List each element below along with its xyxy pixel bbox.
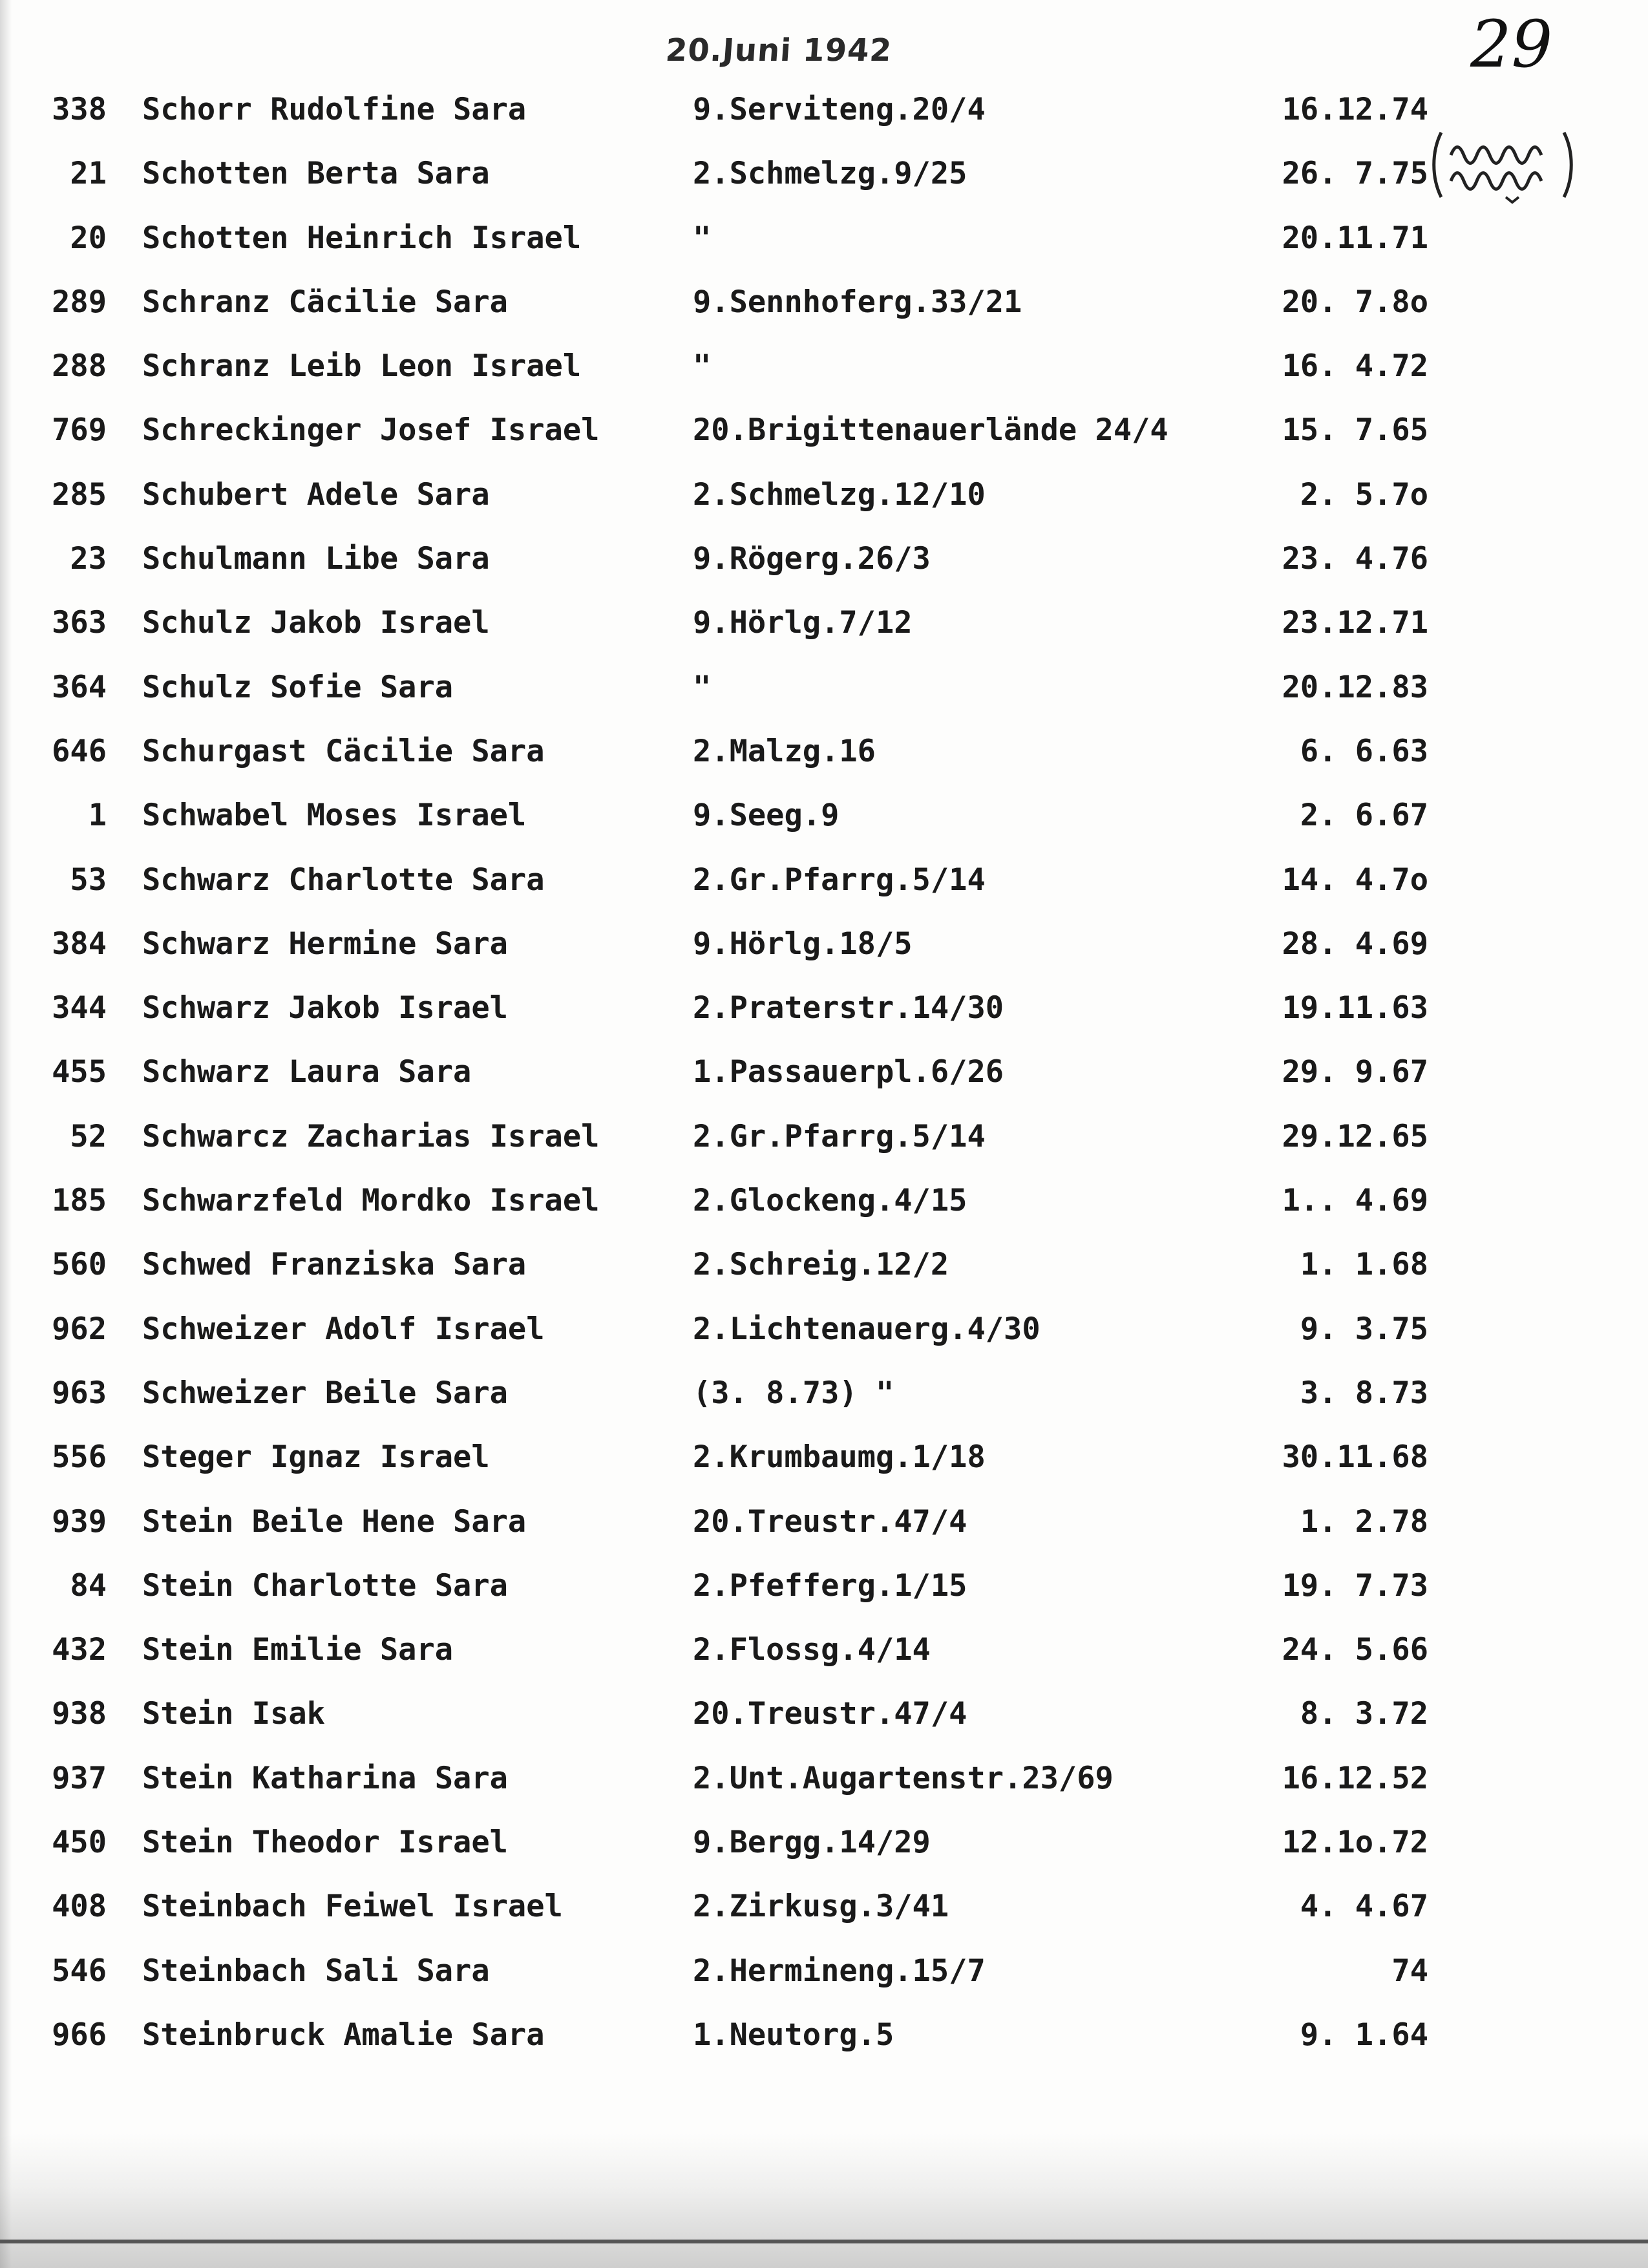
entry-name: Schweizer Adolf Israel <box>142 1311 545 1347</box>
entry-address: 2.Unt.Augartenstr.23/69 <box>693 1760 1114 1796</box>
entry-name: Schotten Heinrich Israel <box>142 220 582 256</box>
entry-birthdate: 16.12.74 <box>1282 92 1428 127</box>
entry-address: 2.Glockeng.4/15 <box>693 1183 967 1219</box>
entry-name: Steinbach Feiwel Israel <box>142 1889 563 1925</box>
entry-birthdate: 30.11.68 <box>1282 1439 1428 1476</box>
entry-name: Schurgast Cäcilie Sara <box>142 733 545 769</box>
entry-address: 20.Brigittenauerlände 24/4 <box>693 412 1168 449</box>
entry-name: Schwarzfeld Mordko Israel <box>142 1183 600 1219</box>
list-item <box>0 1631 1648 1695</box>
entry-address: " <box>693 220 712 256</box>
entry-address: 20.Treustr.47/4 <box>693 1503 967 1540</box>
entry-name: Schubert Adele Sara <box>142 476 490 513</box>
date-stamp: 20.Juni 1942 <box>664 32 893 69</box>
entry-name: Stein Theodor Israel <box>142 1825 508 1861</box>
entry-number: 289 <box>52 284 107 320</box>
entry-address: 2.Gr.Pfarrg.5/14 <box>693 862 986 898</box>
entry-number: 966 <box>52 2017 107 2053</box>
entry-address: 1.Neutorg.5 <box>693 2017 894 2053</box>
entry-address: 9.Hörlg.7/12 <box>693 605 913 641</box>
entry-number: 455 <box>52 1054 107 1090</box>
entry-birthdate: 16.12.52 <box>1282 1760 1428 1796</box>
entry-birthdate: 1. 1.68 <box>1300 1247 1428 1283</box>
entry-name: Schulmann Libe Sara <box>142 541 490 577</box>
entry-number: 52 <box>70 1118 107 1154</box>
entry-address: 20.Treustr.47/4 <box>693 1696 967 1732</box>
entry-birthdate: 20. 7.8o <box>1282 284 1428 320</box>
entry-name: Stein Emilie Sara <box>142 1632 454 1668</box>
entry-birthdate: 4. 4.67 <box>1300 1889 1428 1925</box>
entry-number: 938 <box>52 1696 107 1732</box>
entry-address: 2.Praterstr.14/30 <box>693 990 1004 1026</box>
entry-address: 2.Gr.Pfarrg.5/14 <box>693 1118 986 1154</box>
entry-number: 363 <box>52 605 107 641</box>
entry-birthdate: 20.11.71 <box>1282 220 1428 256</box>
list-item <box>0 732 1648 796</box>
entry-name: Schranz Leib Leon Israel <box>142 348 582 385</box>
entry-birthdate: 23. 4.76 <box>1282 541 1428 577</box>
entry-birthdate: 1.. 4.69 <box>1282 1183 1428 1219</box>
entry-name: Schweizer Beile Sara <box>142 1375 508 1411</box>
list-item <box>0 1823 1648 1887</box>
entry-number: 962 <box>52 1311 107 1347</box>
entry-number: 21 <box>70 156 107 192</box>
entry-name: Schwabel Moses Israel <box>142 798 527 834</box>
entry-address: 9.Hörlg.18/5 <box>693 926 913 962</box>
entry-name: Stein Katharina Sara <box>142 1760 508 1796</box>
entry-address: 2.Hermineng.15/7 <box>693 1953 986 1989</box>
entry-name: Schwarz Laura Sara <box>142 1054 472 1090</box>
entry-number: 53 <box>70 862 107 898</box>
entry-name: Stein Charlotte Sara <box>142 1567 508 1604</box>
entry-address: 2.Malzg.16 <box>693 733 876 769</box>
entry-name: Schreckinger Josef Israel <box>142 412 600 449</box>
entry-address: 2.Schreig.12/2 <box>693 1247 949 1283</box>
entry-address: (3. 8.73) " <box>693 1375 894 1411</box>
entry-address: 9.Sennhoferg.33/21 <box>693 284 1022 320</box>
entry-address: " <box>693 669 712 705</box>
entry-birthdate: 9. 1.64 <box>1300 2017 1428 2053</box>
list-item <box>0 90 1648 154</box>
list-item <box>0 1887 1648 1951</box>
entry-address: 9.Rögerg.26/3 <box>693 541 931 577</box>
entry-number: 937 <box>52 1760 107 1796</box>
entry-birthdate: 29.12.65 <box>1282 1118 1428 1154</box>
entry-birthdate: 16. 4.72 <box>1282 348 1428 385</box>
list-item <box>0 347 1648 411</box>
entry-name: Schorr Rudolfine Sara <box>142 92 527 127</box>
entry-number: 408 <box>52 1889 107 1925</box>
entry-name: Schwarz Charlotte Sara <box>142 862 545 898</box>
entry-address: 9.Bergg.14/29 <box>693 1825 931 1861</box>
entry-name: Schulz Jakob Israel <box>142 605 490 641</box>
list-item <box>0 1053 1648 1117</box>
list-item <box>0 2016 1648 2080</box>
entry-number: 560 <box>52 1247 107 1283</box>
entry-name: Schotten Berta Sara <box>142 156 490 192</box>
entry-address: 2.Flossg.4/14 <box>693 1632 931 1668</box>
entry-number: 20 <box>70 220 107 256</box>
entry-number: 84 <box>70 1567 107 1604</box>
entry-name: Stein Isak <box>142 1696 325 1732</box>
entry-name: Steinbruck Amalie Sara <box>142 2017 545 2053</box>
entry-birthdate: 12.1o.72 <box>1282 1825 1428 1861</box>
entry-number: 546 <box>52 1953 107 1989</box>
entry-address: 2.Krumbaumg.1/18 <box>693 1439 986 1476</box>
list-item <box>0 1759 1648 1823</box>
entry-number: 285 <box>52 476 107 513</box>
entry-number: 432 <box>52 1632 107 1668</box>
entry-number: 185 <box>52 1183 107 1219</box>
list-item <box>0 411 1648 475</box>
entry-number: 963 <box>52 1375 107 1411</box>
entry-birthdate: 6. 6.63 <box>1300 733 1428 769</box>
entry-birthdate: 74 <box>1391 1953 1428 1989</box>
list-item <box>0 925 1648 989</box>
list-item <box>0 1118 1648 1182</box>
list-item <box>0 1182 1648 1245</box>
entry-name: Schwarz Hermine Sara <box>142 926 508 962</box>
list-item <box>0 540 1648 604</box>
entry-address: 2.Zirkusg.3/41 <box>693 1889 949 1925</box>
list-item <box>0 1695 1648 1759</box>
list-item <box>0 476 1648 540</box>
entry-birthdate: 14. 4.7o <box>1282 862 1428 898</box>
entry-list <box>0 90 1648 2080</box>
entry-birthdate: 19. 7.73 <box>1282 1567 1428 1604</box>
entry-birthdate: 2. 6.67 <box>1300 798 1428 834</box>
entry-address: 2.Pfefferg.1/15 <box>693 1567 967 1604</box>
list-item <box>0 154 1648 218</box>
list-item <box>0 1952 1648 2016</box>
entry-number: 288 <box>52 348 107 385</box>
entry-number: 384 <box>52 926 107 962</box>
entry-address: " <box>693 348 712 385</box>
list-item <box>0 989 1648 1053</box>
entry-address: 2.Lichtenauerg.4/30 <box>693 1311 1041 1347</box>
entry-birthdate: 19.11.63 <box>1282 990 1428 1026</box>
entry-address: 9.Serviteng.20/4 <box>693 92 986 127</box>
list-item <box>0 1245 1648 1309</box>
entry-address: 2.Schmelzg.9/25 <box>693 156 967 192</box>
entry-name: Steger Ignaz Israel <box>142 1439 490 1476</box>
entry-number: 939 <box>52 1503 107 1540</box>
list-item <box>0 219 1648 283</box>
entry-birthdate: 24. 5.66 <box>1282 1632 1428 1668</box>
entry-number: 556 <box>52 1439 107 1476</box>
list-item <box>0 1567 1648 1631</box>
list-item <box>0 1374 1648 1438</box>
handwritten-page-number: 29 <box>1470 6 1553 82</box>
entry-name: Stein Beile Hene Sara <box>142 1503 527 1540</box>
entry-birthdate: 29. 9.67 <box>1282 1054 1428 1090</box>
entry-address: 9.Seeg.9 <box>693 798 840 834</box>
entry-birthdate: 15. 7.65 <box>1282 412 1428 449</box>
scan-bottom-edge <box>0 2240 1648 2243</box>
entry-number: 338 <box>52 92 107 127</box>
entry-number: 769 <box>52 412 107 449</box>
entry-address: 1.Passauerpl.6/26 <box>693 1054 1004 1090</box>
entry-birthdate: 23.12.71 <box>1282 605 1428 641</box>
entry-name: Schulz Sofie Sara <box>142 669 454 705</box>
list-item <box>0 604 1648 668</box>
entry-birthdate: 1. 2.78 <box>1300 1503 1428 1540</box>
scan-bottom-noise <box>0 2133 1648 2268</box>
entry-birthdate: 3. 8.73 <box>1300 1375 1428 1411</box>
entry-name: Schwed Franziska Sara <box>142 1247 527 1283</box>
entry-birthdate: 28. 4.69 <box>1282 926 1428 962</box>
list-item <box>0 1438 1648 1502</box>
entry-birthdate: 8. 3.72 <box>1300 1696 1428 1732</box>
entry-number: 364 <box>52 669 107 705</box>
entry-birthdate: 9. 3.75 <box>1300 1311 1428 1347</box>
entry-name: Steinbach Sali Sara <box>142 1953 490 1989</box>
entry-number: 450 <box>52 1825 107 1861</box>
entry-name: Schranz Cäcilie Sara <box>142 284 508 320</box>
list-item <box>0 668 1648 732</box>
entry-birthdate: 26. 7.75 <box>1282 156 1428 192</box>
entry-number: 1 <box>88 798 107 834</box>
list-item <box>0 283 1648 347</box>
entry-birthdate: 2. 5.7o <box>1300 476 1428 513</box>
entry-name: Schwarz Jakob Israel <box>142 990 508 1026</box>
entry-name: Schwarcz Zacharias Israel <box>142 1118 600 1154</box>
list-item <box>0 1503 1648 1567</box>
entry-address: 2.Schmelzg.12/10 <box>693 476 986 513</box>
entry-birthdate: 20.12.83 <box>1282 669 1428 705</box>
list-item <box>0 796 1648 860</box>
list-item <box>0 1310 1648 1374</box>
entry-number: 23 <box>70 541 107 577</box>
list-item <box>0 861 1648 925</box>
entry-number: 646 <box>52 733 107 769</box>
entry-number: 344 <box>52 990 107 1026</box>
